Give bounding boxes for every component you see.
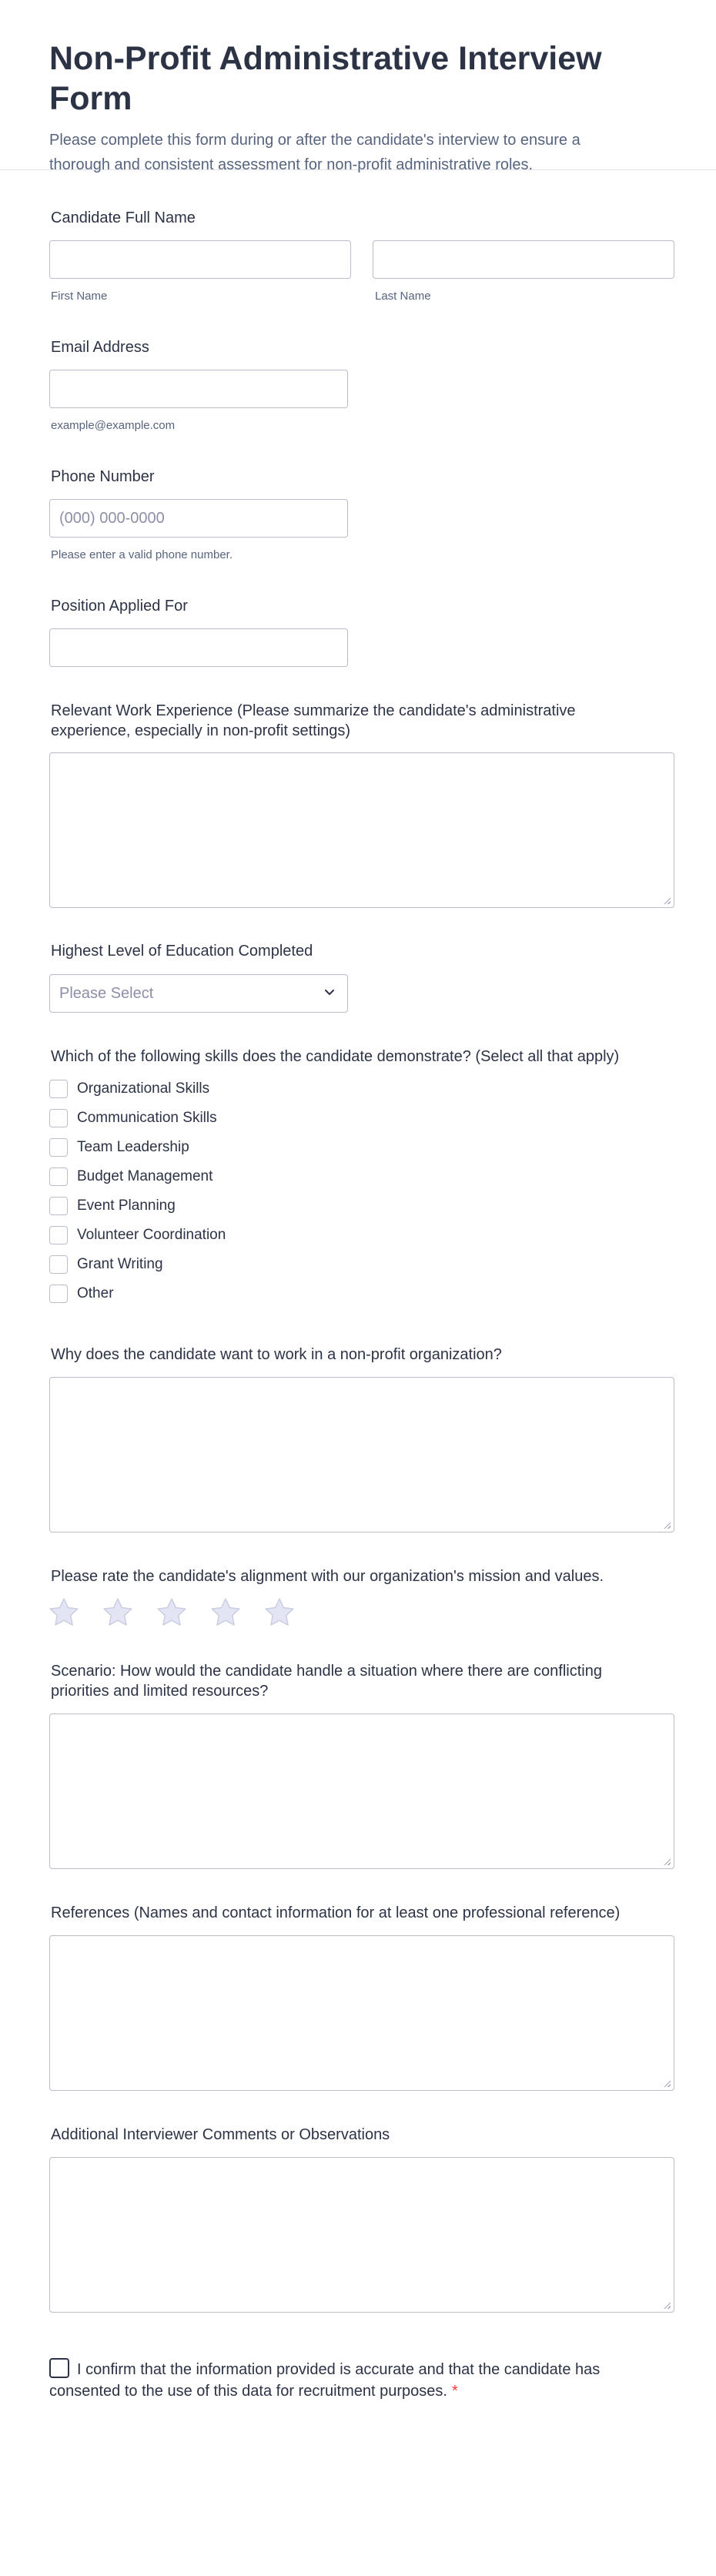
- rating-label: Please rate the candidate's alignment with our organization's mission and values.: [51, 1568, 604, 1585]
- experience-label: Relevant Work Experience (Please summarize the candidate's administrative experience, especially in non-profit settings): [51, 702, 576, 739]
- skill-option-label: Event Planning: [77, 1198, 176, 1214]
- chevron-down-icon: [323, 985, 336, 999]
- resize-handle-icon[interactable]: [664, 898, 671, 904]
- position-input[interactable]: [49, 628, 348, 667]
- scenario-label: Scenario: How would the candidate handle a situation where there are conflicting priorities and limited resources?: [51, 1663, 602, 1700]
- education-label: Highest Level of Education Completed: [51, 943, 313, 960]
- resize-handle-icon[interactable]: [664, 1522, 671, 1529]
- comments-textarea[interactable]: [49, 2157, 674, 2313]
- last-name-sublabel: Last Name: [375, 290, 431, 303]
- checkbox[interactable]: [49, 1138, 68, 1157]
- email-label: Email Address: [51, 339, 149, 356]
- checkbox[interactable]: [49, 1109, 68, 1127]
- education-placeholder: Please Select: [59, 985, 154, 1002]
- checkbox[interactable]: [49, 1167, 68, 1186]
- skill-option-label: Organizational Skills: [77, 1080, 210, 1097]
- checkbox[interactable]: [49, 1080, 68, 1098]
- form-header: [0, 0, 716, 173]
- references-textarea[interactable]: [49, 1935, 674, 2091]
- phone-input[interactable]: [49, 499, 348, 538]
- comments-label: Additional Interviewer Comments or Observations: [51, 2126, 390, 2143]
- skills-label: Which of the following skills does the candidate demonstrate? (Select all that apply): [51, 1048, 620, 1065]
- skill-option[interactable]: [49, 1107, 217, 1129]
- confirm-consent[interactable]: [49, 2358, 634, 2402]
- phone-sublabel: Please enter a valid phone number.: [51, 548, 233, 561]
- phone-label: Phone Number: [51, 468, 155, 485]
- form-title: Non-Profit Administrative Interview Form: [49, 40, 602, 117]
- star-icon[interactable]: [263, 1596, 296, 1629]
- star-icon[interactable]: [209, 1596, 242, 1629]
- resize-handle-icon[interactable]: [664, 2303, 671, 2309]
- skill-option-label: Budget Management: [77, 1168, 213, 1184]
- education-select[interactable]: [49, 974, 348, 1013]
- checkbox[interactable]: [49, 1197, 68, 1215]
- skill-option[interactable]: [49, 1078, 209, 1100]
- star-icon[interactable]: [102, 1596, 134, 1629]
- experience-textarea[interactable]: [49, 752, 674, 908]
- first-name-sublabel: First Name: [51, 290, 108, 303]
- skill-option[interactable]: [49, 1195, 176, 1217]
- checkbox[interactable]: [49, 1255, 68, 1274]
- motivation-label: Why does the candidate want to work in a non-profit organization?: [51, 1346, 502, 1363]
- skill-option[interactable]: [49, 1254, 163, 1275]
- skill-option[interactable]: [49, 1166, 212, 1188]
- full-name-label: Candidate Full Name: [51, 209, 196, 226]
- skill-option[interactable]: [49, 1283, 114, 1305]
- checkbox[interactable]: [49, 1285, 68, 1303]
- star-icon[interactable]: [156, 1596, 188, 1629]
- last-name-input[interactable]: [373, 240, 674, 279]
- scenario-textarea[interactable]: [49, 1713, 674, 1869]
- skill-option[interactable]: [49, 1224, 226, 1246]
- phone-placeholder: (000) 000-0000: [59, 510, 165, 527]
- resize-handle-icon[interactable]: [664, 2081, 671, 2087]
- star-icon[interactable]: [48, 1596, 80, 1629]
- star-rating[interactable]: [48, 1596, 317, 1629]
- skill-option-label: Team Leadership: [77, 1139, 189, 1155]
- position-label: Position Applied For: [51, 598, 188, 615]
- skill-option-label: Volunteer Coordination: [77, 1227, 226, 1243]
- references-label: References (Names and contact information for at least one professional reference): [51, 1904, 621, 1921]
- form-subtitle: Please complete this form during or after the candidate's interview to ensure a thorough and consistent assessment for non-profit administrative roles.: [49, 132, 580, 173]
- email-sublabel: example@example.com: [51, 419, 176, 432]
- skill-option-label: Grant Writing: [77, 1256, 163, 1272]
- confirm-text: I confirm that the information provided is accurate and that the candidate has consented to the use of this data for recruitment purposes.: [49, 2361, 601, 2400]
- first-name-input[interactable]: [49, 240, 351, 279]
- resize-handle-icon[interactable]: [664, 1859, 671, 1865]
- skill-option-label: Communication Skills: [77, 1110, 217, 1126]
- confirm-checkbox[interactable]: [49, 2358, 69, 2378]
- motivation-textarea[interactable]: [49, 1377, 674, 1533]
- checkbox[interactable]: [49, 1226, 68, 1244]
- skill-option[interactable]: [49, 1137, 189, 1158]
- skill-option-label: Other: [77, 1285, 114, 1301]
- required-mark: *: [451, 2383, 458, 2400]
- email-input[interactable]: [49, 370, 348, 408]
